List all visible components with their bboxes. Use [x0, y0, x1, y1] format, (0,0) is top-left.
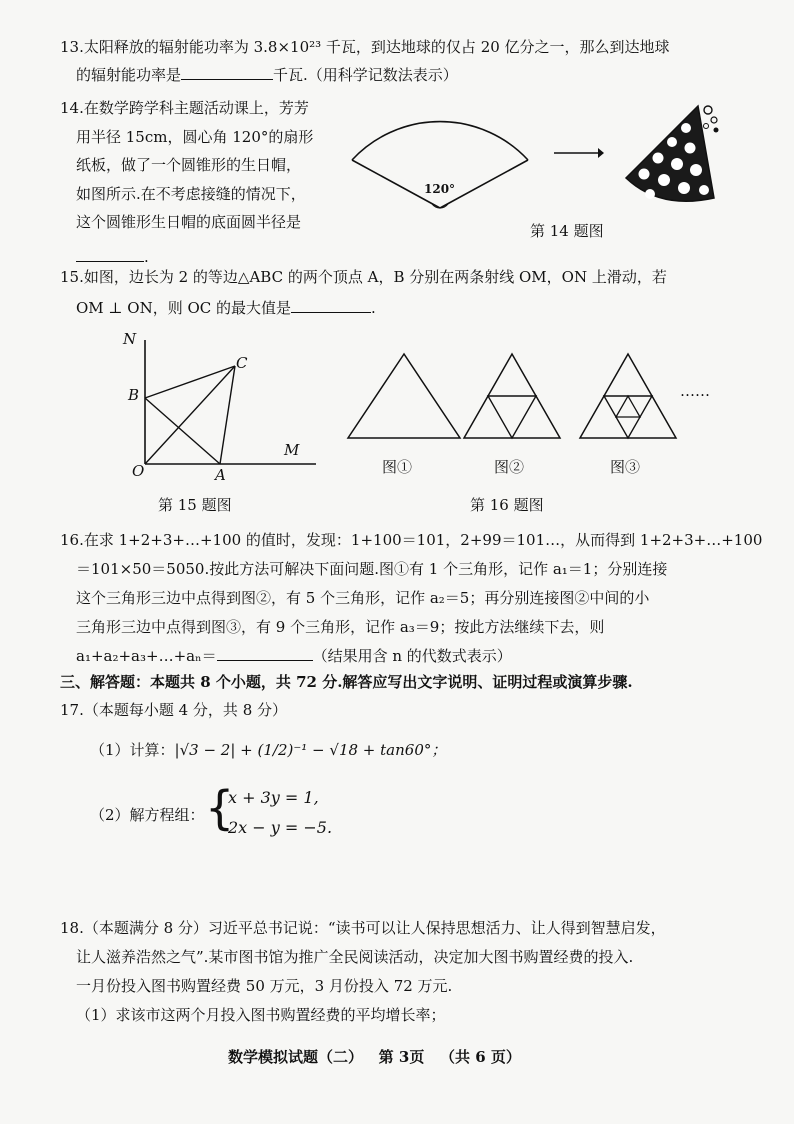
- q14-line: 14.在数学跨学科主题活动课上，芳芳: [60, 99, 309, 117]
- q16-fig-label-3: 图③: [610, 458, 641, 476]
- q14-line: 这个圆锥形生日帽的底面圆半径是: [76, 213, 302, 231]
- q13-line1: 13.太阳释放的辐射能功率为 3.8×10²³ 千瓦，到达地球的仅占 20 亿分之一，那么到达地球: [60, 38, 670, 56]
- q16-answer-blank[interactable]: [217, 646, 313, 661]
- q13-line2: [76, 64, 458, 85]
- q15-answer-blank[interactable]: [291, 298, 371, 313]
- q17-head: 17.（本题每小题 4 分，共 8 分）: [60, 701, 288, 719]
- q14-sector-figure: [340, 100, 540, 215]
- brace-icon: {: [205, 781, 235, 835]
- q16-line: 三角形三边中点得到图③，有 9 个三角形，记作 a₃＝9；按此方法继续下去，则: [76, 618, 605, 636]
- q14-line: 用半径 15cm，圆心角 120°的扇形: [76, 127, 314, 146]
- q16-fig-label-2: 图②: [494, 458, 525, 476]
- q16-fig-label-1: 图①: [382, 458, 413, 476]
- q18-line: 让人滋养浩然之气”.某市图书馆为推广全民阅读活动，决定加大图书购置经费的投入.: [76, 948, 634, 966]
- q16-last-before: a₁+a₂+a₃+…+aₙ＝: [76, 647, 217, 665]
- q15-line2-after: .: [371, 299, 376, 317]
- q14-end: .: [144, 247, 149, 266]
- q16-caption: 第 16 题图: [470, 496, 544, 514]
- q15-label-B: B: [128, 386, 140, 404]
- q15-label-M: M: [284, 441, 300, 459]
- q16-line: ＝101×50＝5050.按此方法可解决下面问题.图①有 1 个三角形，记作 a₁＝1；分别连接: [76, 560, 668, 578]
- q15-line2: [76, 297, 376, 318]
- q16-ellipsis: ……: [680, 382, 710, 400]
- q15-label-N: N: [123, 330, 137, 348]
- q15-label-O: O: [132, 462, 145, 480]
- q15-line2-before: OM ⊥ ON，则 OC 的最大值是: [76, 299, 292, 317]
- q15-caption: 第 15 题图: [158, 496, 232, 514]
- q18-text: [60, 914, 666, 1030]
- q13-line2-after: 千瓦.（用科学记数法表示）: [273, 66, 458, 84]
- q16-text: [60, 526, 762, 671]
- q13-line2-before: 的辐射能功率是: [76, 66, 182, 84]
- q14-caption: 第 14 题图: [530, 222, 604, 240]
- arrow-icon: [554, 146, 604, 160]
- q16-last-after: （结果用含 n 的代数式表示）: [312, 647, 512, 665]
- q16-figure-3: [578, 352, 678, 442]
- q16-figure-1: [346, 352, 462, 442]
- q17-eq1: x + 3y = 1,: [228, 788, 319, 807]
- party-hat-icon: [620, 98, 720, 213]
- q15-label-C: C: [236, 354, 248, 372]
- q18-line: 一月份投入图书购置经费 50 万元，3 月份投入 72 万元.: [76, 977, 453, 995]
- q18-line: 18.（本题满分 8 分）习近平总书记说：“读书可以让人保持思想活力、让人得到智慧启发，: [60, 919, 666, 937]
- q15-label-A: A: [215, 466, 226, 484]
- q14-line: 如图所示.在不考虑接缝的情况下，: [76, 184, 306, 203]
- q17-eq2: 2x − y = −5.: [228, 818, 333, 837]
- q16-line: 这个三角形三边中点得到图②，有 5 个三角形，记作 a₂＝5；再分别连接图②中间的小: [76, 589, 650, 607]
- q14-line: 纸板，做了一个圆锥形的生日帽，: [76, 156, 302, 174]
- q17-part1: [90, 739, 446, 760]
- q16-last-line: [60, 642, 762, 671]
- q17-part1-expr: |√3 − 2| + (1/2)⁻¹ − √18 + tan60°；: [174, 741, 447, 759]
- q14-angle-label: 120°: [424, 182, 456, 196]
- section-3-heading: 三、解答题：本题共 8 个小题，共 72 分.解答应写出文字说明、证明过程或演算步骤.: [60, 673, 633, 691]
- q14-text: [60, 94, 313, 271]
- q14-answer-blank[interactable]: [76, 247, 144, 262]
- q13-answer-blank[interactable]: [181, 65, 273, 80]
- q16-figure-2: [462, 352, 562, 442]
- q16-line: 16.在求 1+2+3+…+100 的值时，发现：1+100＝101，2+99＝101…，从而得到 1+2+3+…+100: [60, 531, 763, 549]
- q17-part1-label: （1）计算：: [90, 741, 175, 759]
- q15-line1: 15.如图，边长为 2 的等边△ABC 的两个顶点 A，B 分别在两条射线 OM，ON 上滑动，若: [60, 268, 667, 286]
- q18-line: （1）求该市这两个月投入图书购置经费的平均增长率；: [76, 1006, 446, 1024]
- page-footer: 数学模拟试题（二） 第 3页 （共 6 页）: [228, 1048, 521, 1066]
- q17-part2-label: （2）解方程组：: [90, 806, 205, 824]
